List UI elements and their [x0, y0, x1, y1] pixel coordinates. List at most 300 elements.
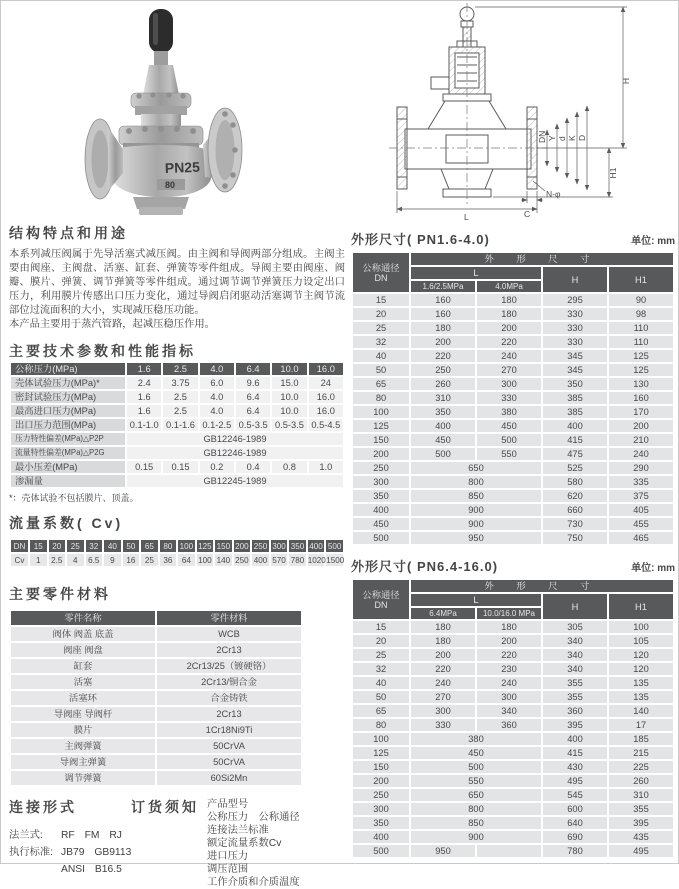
dim-l2-value: 450 [477, 420, 541, 432]
dim-dn-value: 125 [353, 747, 409, 759]
dim-dn-header [353, 253, 409, 292]
dim-dn-label: 公称通径 [362, 262, 400, 273]
material-part-name: 调节弹簧 [11, 771, 155, 785]
dim-l2-value: 180 [477, 621, 541, 633]
dim-table-2 [351, 578, 675, 859]
dim-label-h: H [621, 77, 631, 85]
dim-label-n-phi: N-φ [546, 189, 561, 199]
dim-l2-value [477, 845, 541, 857]
specs-header-value: 2.5 [163, 363, 197, 375]
table-row [11, 675, 301, 689]
specs-value: 0.1-1.6 [163, 419, 197, 431]
table-row [11, 739, 301, 753]
specs-value: 4.0 [200, 391, 234, 403]
connection-line [9, 844, 131, 861]
dim-l1-value: 310 [411, 392, 475, 404]
dim-h-value: 620 [543, 490, 607, 502]
dim-l-col-1: 1.6/2.5MPa [411, 281, 475, 292]
specs-value: 24 [309, 377, 343, 389]
cv-dn-value: 500 [327, 541, 342, 551]
specs-value: 9.6 [236, 377, 270, 389]
table-row [11, 405, 343, 417]
table-row [353, 532, 673, 544]
dim-h1-value: 355 [609, 803, 673, 815]
table-row [353, 476, 673, 488]
dim-h1-value: 310 [609, 789, 673, 801]
dim-h-value: 400 [543, 733, 607, 745]
cv-dn-value: 25 [67, 540, 84, 552]
dim-l-header: L [411, 594, 541, 606]
ordering-item: 工作介质和介质温度 [207, 877, 300, 888]
dim-l1-value: 200 [411, 649, 475, 661]
dim-h-value: 600 [543, 803, 607, 815]
material-part-material: 60Si2Mn [157, 771, 301, 785]
cv-cv-value: 1 [30, 554, 47, 566]
dim-dn-value: 200 [353, 775, 409, 787]
specs-value: 6.0 [200, 377, 234, 389]
table-row [353, 434, 673, 446]
dim-l-span-value: 900 [411, 518, 541, 530]
dim-h1-value: 200 [609, 420, 673, 432]
dim-h1-value: 135 [609, 677, 673, 689]
dim-h-value: 415 [543, 747, 607, 759]
dim-label-y: Y [547, 135, 557, 141]
table-row [11, 643, 301, 657]
materials-header-name: 零件名称 [11, 611, 155, 625]
table-row [353, 350, 673, 362]
dim-h1-value: 100 [609, 621, 673, 633]
dim-h1-value: 455 [609, 518, 673, 530]
dim-l-span-value: 380 [411, 733, 541, 745]
dim-label-D: D [577, 134, 587, 141]
table-row [353, 462, 673, 474]
dim-h1-value: 130 [609, 378, 673, 390]
specs-header-value: 10.0 [272, 363, 306, 375]
dim-dn-value: 100 [353, 406, 409, 418]
table-row [11, 611, 301, 625]
dim-dn-value: 20 [353, 308, 409, 320]
cv-dn-value: 50 [123, 540, 140, 552]
dim-h1-header: H1 [609, 267, 673, 292]
dim-h1-value: 225 [609, 761, 673, 773]
cv-dn-value: 200 [235, 541, 249, 551]
table-row [353, 845, 673, 857]
features-title: 结构特点和用途 [9, 225, 128, 241]
table-row [353, 518, 673, 530]
dim-dn-value: 40 [353, 677, 409, 689]
specs-header-value: 6.4 [236, 363, 270, 375]
dim-h-value: 415 [543, 434, 607, 446]
dim-h-value: 690 [543, 831, 607, 843]
dim-h-value: 330 [543, 308, 607, 320]
specs-title: 主要技术参数和性能指标 [9, 343, 196, 359]
ordering-item: 进口压力 [207, 851, 249, 862]
table-row [353, 663, 673, 675]
dim-h1-value: 140 [609, 705, 673, 717]
table-row [353, 322, 673, 334]
specs-value: 1.6 [127, 405, 161, 417]
table-row [353, 831, 673, 843]
table-row [353, 253, 673, 265]
material-part-name: 主阀弹簧 [11, 739, 155, 753]
table-row [353, 691, 673, 703]
dim-l1-value: 160 [411, 308, 475, 320]
table-row [353, 448, 673, 460]
dim-table-1-titlebar [351, 229, 675, 248]
connection-line [9, 827, 131, 844]
dim-l1-value: 180 [411, 635, 475, 647]
dim-h1-value: 90 [609, 294, 673, 306]
specs-span-value: GB12246-1989 [127, 447, 343, 459]
table-row [353, 649, 673, 661]
materials-header-material: 零件材料 [157, 611, 301, 625]
specs-row-label: 流量特性偏差(MPa)△P2G [11, 447, 125, 459]
ordering-item: 公称压力 公称通径 [207, 812, 300, 823]
dim-h-value: 360 [543, 705, 607, 717]
dim-h-value: 385 [543, 406, 607, 418]
dim-group-header: 外 形 尺 寸 [411, 253, 673, 265]
table-row [353, 747, 673, 759]
cv-dn-value: 80 [160, 540, 177, 552]
ordering-item: 调压范围 [207, 864, 249, 875]
cv-cv-value: 250 [235, 555, 249, 565]
cv-dn-value: 40 [104, 540, 121, 552]
cv-cv-value: 36 [160, 554, 177, 566]
cv-title: 流量系数( Cv) [9, 515, 124, 531]
specs-value: 0.5-4.5 [309, 419, 343, 431]
dim-h1-value: 105 [609, 635, 673, 647]
dim-label-d: d [557, 136, 567, 141]
table-row [353, 733, 673, 745]
cv-cv-value: 400 [253, 555, 268, 565]
dim-l-span-value: 900 [411, 831, 541, 843]
dim-h-value: 545 [543, 789, 607, 801]
dim-h-header: H [543, 594, 607, 619]
dim-h1-value: 465 [609, 532, 673, 544]
dim-h-value: 340 [543, 649, 607, 661]
table-row [353, 775, 673, 787]
specs-header-value: 4.0 [200, 363, 234, 375]
specs-value: 0.5-3.5 [272, 419, 306, 431]
specs-value: 0.8 [272, 461, 306, 473]
dim-dn-value: 25 [353, 322, 409, 334]
dim-h1-value: 110 [609, 322, 673, 334]
dim-group-header: 外 形 尺 寸 [411, 580, 673, 592]
specs-value: 16.0 [309, 391, 343, 403]
dim-h-value: 340 [543, 635, 607, 647]
dim-l1-value: 330 [411, 719, 475, 731]
valve-photo-illustration [53, 1, 321, 219]
table-row [11, 691, 301, 705]
dim-dn-value: 50 [353, 364, 409, 376]
cv-dn-value: 125 [198, 541, 212, 551]
dim-label-c: C [524, 209, 531, 219]
table-row [353, 294, 673, 306]
dim-dn-value: 20 [353, 635, 409, 647]
dim-h-value: 350 [543, 378, 607, 390]
table-row [353, 364, 673, 376]
dim-l-span-value: 650 [411, 462, 541, 474]
dim-dn-value: 500 [353, 532, 409, 544]
specs-value: 1.0 [309, 461, 343, 473]
dim-l2-value: 500 [477, 434, 541, 446]
dim-l-span-value: 550 [411, 775, 541, 787]
table-row [353, 504, 673, 516]
dim-dn-sub: DN [374, 272, 388, 283]
dim-l2-value: 550 [477, 448, 541, 460]
cv-dn-value: 250 [253, 541, 268, 551]
table-row [353, 580, 673, 592]
dim-l1-value: 270 [411, 691, 475, 703]
dim-table-1-unit: 单位: mm [631, 236, 675, 247]
material-part-name: 缸套 [11, 659, 155, 673]
dim-h1-value: 110 [609, 336, 673, 348]
specs-value: 2.5 [163, 405, 197, 417]
specs-table [9, 361, 345, 489]
dim-l2-value: 200 [477, 322, 541, 334]
dim-l1-value: 180 [411, 322, 475, 334]
dim-h-value: 330 [543, 336, 607, 348]
dim-l1-value: 260 [411, 378, 475, 390]
dim-l1-value: 950 [411, 845, 475, 857]
dim-h-value: 340 [543, 663, 607, 675]
dim-h1-value: 120 [609, 649, 673, 661]
dim-h-value: 730 [543, 518, 607, 530]
dim-h1-header: H1 [609, 594, 673, 619]
features-paragraph-1: 本系列减压阀属于先导活塞式减压阀。由主阀和导阀两部分组成。主阀主要由阀座、主阀盘、活塞、缸套、弹簧等零件组成。导阀主要由阀座、阀瓣、膜片、弹簧、调节弹簧等零件组成。通过调节调节弹簧压力设定出口压力，利用膜片传感出口压力变化，通过导阀启闭驱动活塞调节主阀节流部位过流面积的大小，实现减压稳压功能。 [9, 249, 345, 316]
dim-h1-value: 185 [609, 733, 673, 745]
specs-value: 0.2 [200, 461, 234, 473]
dim-l-span-value: 950 [411, 532, 541, 544]
dim-h1-value: 98 [609, 308, 673, 320]
dim-h-value: 525 [543, 462, 607, 474]
material-part-material: 50CrVA [157, 755, 301, 769]
dim-l-span-value: 900 [411, 504, 541, 516]
cv-dn-value: 150 [216, 541, 231, 551]
dim-l1-value: 250 [411, 364, 475, 376]
dim-h1-value: 240 [609, 448, 673, 460]
table-row [353, 761, 673, 773]
dim-l1-value: 500 [411, 448, 475, 460]
dim-l-span-value: 850 [411, 817, 541, 829]
table-row [11, 723, 301, 737]
dimension-drawing [385, 1, 678, 223]
dim-h1-value: 125 [609, 350, 673, 362]
dim-h-value: 580 [543, 476, 607, 488]
dim-l2-value: 220 [477, 649, 541, 661]
table-row [11, 755, 301, 769]
table-row [11, 433, 343, 445]
dim-l1-value: 240 [411, 677, 475, 689]
dim-l2-value: 340 [477, 705, 541, 717]
dim-h1-value: 170 [609, 406, 673, 418]
dim-dn-value: 250 [353, 462, 409, 474]
dim-dn-label: 公称通径 [362, 589, 400, 600]
material-part-material: 2Cr13 [157, 643, 301, 657]
ordering-title: 订货须知 [131, 799, 199, 815]
specs-row-label: 渗漏量 [11, 475, 125, 487]
table-row [11, 554, 343, 566]
dim-l2-value: 380 [477, 406, 541, 418]
dim-h1-value: 125 [609, 364, 673, 376]
dim-label-dn: DN [537, 130, 547, 143]
dim-dn-value: 400 [353, 504, 409, 516]
dim-dn-value: 32 [353, 663, 409, 675]
dim-dn-value: 500 [353, 845, 409, 857]
table-row [353, 719, 673, 731]
specs-span-value: GB12246-1989 [127, 433, 343, 445]
specs-header-label: 公称压力(MPa) [11, 363, 125, 375]
pn-marking: PN25 [164, 158, 201, 176]
cv-cv-value: 4 [67, 554, 84, 566]
cv-cv-value: 2.5 [49, 554, 66, 566]
dim-l2-value: 200 [477, 635, 541, 647]
dim-l2-value: 220 [477, 336, 541, 348]
specs-value: 15.0 [272, 377, 306, 389]
dim-l1-value: 220 [411, 350, 475, 362]
specs-value: 0.15 [163, 461, 197, 473]
dim-table-1-title: 外形尺寸( PN1.6-4.0) [351, 232, 490, 247]
dim-table-2-title: 外形尺寸( PN6.4-16.0) [351, 559, 499, 574]
cv-dn-value: 400 [309, 541, 323, 551]
dim-dn-value: 400 [353, 831, 409, 843]
dim-h-value: 395 [543, 719, 607, 731]
material-part-material: WCB [157, 627, 301, 641]
dim-dn-sub: DN [374, 599, 388, 610]
ordering-items [207, 798, 300, 889]
table-row [11, 363, 343, 375]
connection-lines [9, 827, 131, 878]
material-part-material: 50CrVA [157, 739, 301, 753]
dim-dn-value: 300 [353, 476, 409, 488]
table-row [353, 705, 673, 717]
material-part-name: 活塞 [11, 675, 155, 689]
left-column [9, 223, 345, 889]
cv-table [9, 538, 345, 568]
dim-h-value: 385 [543, 392, 607, 404]
specs-value: 2.4 [127, 377, 161, 389]
dim-h1-value: 135 [609, 691, 673, 703]
table-row [353, 406, 673, 418]
table-row [11, 419, 343, 431]
dim-l1-value: 200 [411, 336, 475, 348]
dim-dn-value: 250 [353, 789, 409, 801]
material-part-material: 合金铸铁 [157, 691, 301, 705]
table-row [353, 308, 673, 320]
table-row [11, 461, 343, 473]
cv-cv-value: 16 [123, 554, 140, 566]
cv-dn-value: 65 [141, 540, 158, 552]
features-paragraph-2: 本产品主要用于蒸汽管路，起减压稳压作用。 [9, 319, 215, 330]
cv-cv-value: 100 [198, 555, 212, 565]
dim-h-value: 430 [543, 761, 607, 773]
connection-line-label: 执行标准: [9, 847, 54, 858]
specs-value: 3.75 [163, 377, 197, 389]
table-row [353, 789, 673, 801]
dim-h1-value: 335 [609, 476, 673, 488]
dim-l2-value: 180 [477, 294, 541, 306]
dim-l-span-value: 450 [411, 747, 541, 759]
dim-h-value: 355 [543, 677, 607, 689]
connection-title: 连接形式 [9, 799, 77, 815]
cv-cv-value: 570 [272, 555, 286, 565]
dim-l1-value: 180 [411, 621, 475, 633]
cv-cv-value: 9 [104, 554, 121, 566]
specs-row-label: 最高进口压力(MPa) [11, 405, 125, 417]
cv-dn-value: 300 [272, 541, 286, 551]
dim-l2-value: 240 [477, 677, 541, 689]
dim-dn-value: 15 [353, 621, 409, 633]
dim-l2-value: 360 [477, 719, 541, 731]
cv-dn-value: 100 [179, 541, 194, 551]
product-photo [53, 1, 321, 219]
dim-dn-value: 40 [353, 350, 409, 362]
dim-h1-value: 215 [609, 747, 673, 759]
table-row [353, 635, 673, 647]
table-row [11, 771, 301, 785]
dim-h-value: 345 [543, 350, 607, 362]
dim-l-span-value: 850 [411, 490, 541, 502]
dim-l-col-2: 10.0/16.0 MPa [477, 608, 541, 619]
material-part-name: 阀座 阀盘 [11, 643, 155, 657]
ordering-item: 额定流量系数Cv [207, 838, 282, 849]
cv-cv-label: Cv [11, 554, 28, 566]
specs-value: 0.15 [127, 461, 161, 473]
dim-h-value: 305 [543, 621, 607, 633]
dim-h1-value: 290 [609, 462, 673, 474]
ordering-item: 产品型号 [207, 799, 249, 810]
dim-table-1 [351, 251, 675, 546]
dim-l2-value: 240 [477, 350, 541, 362]
specs-span-value: GB12245-1989 [127, 475, 343, 487]
specs-value: 0.1-2.5 [200, 419, 234, 431]
cv-dn-value: 15 [30, 540, 47, 552]
right-column [351, 229, 675, 859]
dim-table-2-titlebar [351, 556, 675, 575]
dim-l1-value: 400 [411, 420, 475, 432]
adjust-knob [149, 9, 173, 53]
dim-h-value: 475 [543, 448, 607, 460]
dim-dn-value: 25 [353, 649, 409, 661]
dim-dn-value: 15 [353, 294, 409, 306]
specs-value: 10.0 [272, 391, 306, 403]
dim-dn-value: 125 [353, 420, 409, 432]
dim-h-value: 345 [543, 364, 607, 376]
cv-cv-value: 64 [178, 554, 195, 566]
dim-l1-value: 160 [411, 294, 475, 306]
cv-cv-value: 780 [290, 555, 305, 565]
table-row [11, 659, 301, 673]
dim-dn-value: 450 [353, 518, 409, 530]
connection-line-value: ANSI B16.5 [61, 864, 122, 875]
dim-label-l: L [464, 212, 469, 222]
specs-value: 0.4 [236, 461, 270, 473]
dim-h-header: H [543, 267, 607, 292]
connection-block [9, 797, 131, 889]
dim-h-value: 750 [543, 532, 607, 544]
dim-h-value: 330 [543, 322, 607, 334]
dim-l-col-1: 6.4MPa [411, 608, 475, 619]
table-row [353, 490, 673, 502]
dim-h1-value: 160 [609, 392, 673, 404]
dim-l-header: L [411, 267, 541, 279]
dim-dn-value: 65 [353, 705, 409, 717]
dim-l-span-value: 500 [411, 761, 541, 773]
dim-dn-header [353, 580, 409, 619]
dim-l2-value: 330 [477, 392, 541, 404]
specs-row-label: 压力特性偏差(MPa)△P2P [11, 433, 125, 445]
specs-value: 0.1-1.0 [127, 419, 161, 431]
